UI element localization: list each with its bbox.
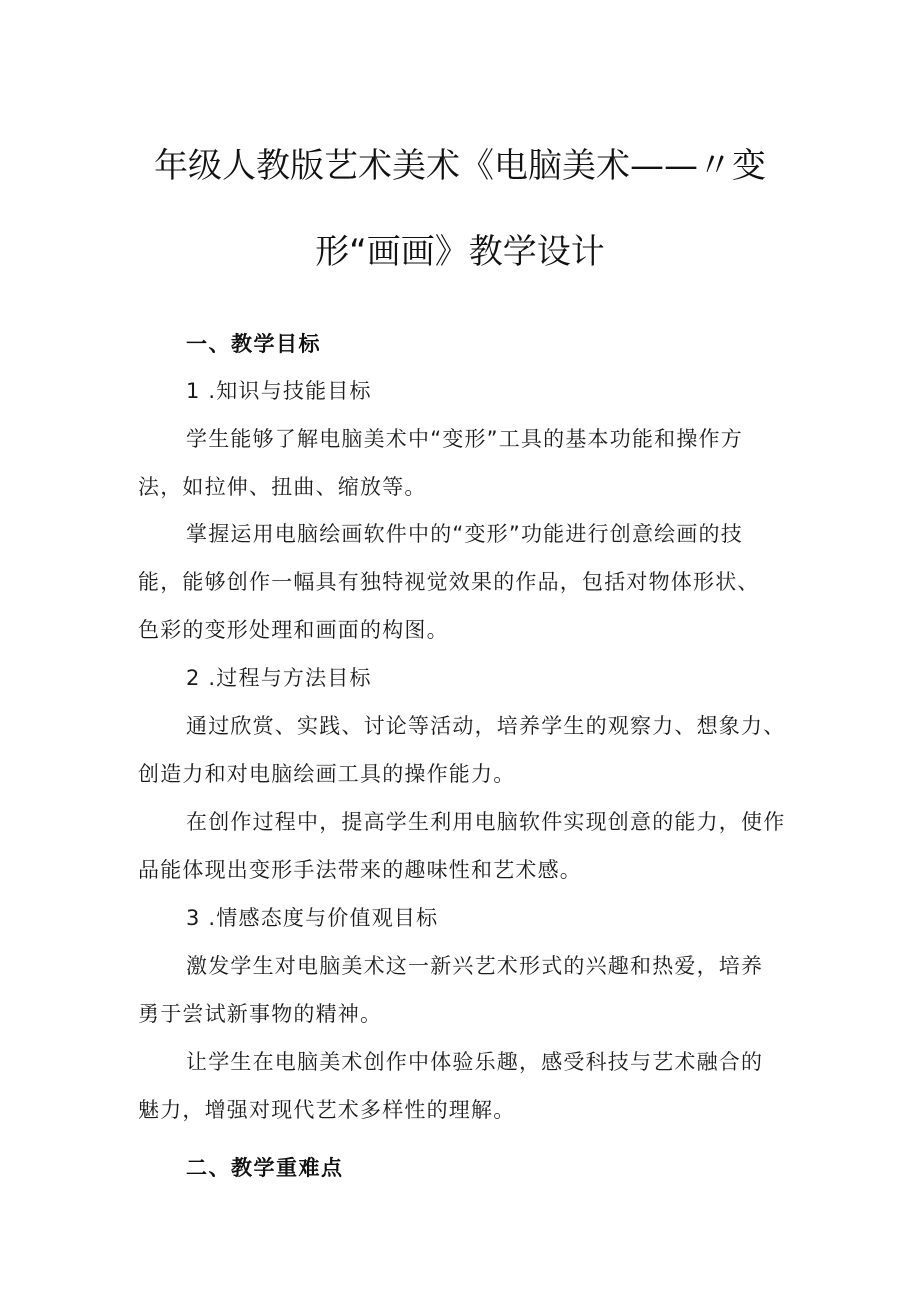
paragraph-line: 品能体现出变形手法带来的趣味性和艺术感。 xyxy=(138,858,582,882)
paragraph-line: 在创作过程中，提高学生利用电脑软件实现创意的能力，使作 xyxy=(186,810,786,834)
paragraph-line: 能，能够创作一幅具有独特视觉效果的作品，包括对物体形状、 xyxy=(138,570,760,594)
subheading-knowledge-skills: 1 .知识与技能目标 xyxy=(186,379,372,403)
subheading-process-methods: 2 .过程与方法目标 xyxy=(186,666,372,690)
section-heading-key-points: 二、教学重难点 xyxy=(186,1156,344,1180)
paragraph-line: 勇于尝试新事物的精神。 xyxy=(138,1002,383,1026)
section-heading-teaching-goals: 一、教学目标 xyxy=(186,332,321,356)
paragraph-line: 魅力，增强对现代艺术多样性的理解。 xyxy=(138,1098,516,1122)
document-title-line-1: 年级人教版艺术美术《电脑美术——〃变 xyxy=(154,146,766,186)
paragraph-line: 激发学生对电脑美术这一新兴艺术形式的兴趣和热爱，培养 xyxy=(186,954,764,978)
paragraph-line: 色彩的变形处理和画面的构图。 xyxy=(138,618,449,642)
paragraph-line: 学生能够了解电脑美术中“变形”工具的基本功能和操作方 xyxy=(186,427,743,451)
subheading-emotion-values: 3 .情感态度与价值观目标 xyxy=(186,906,439,930)
paragraph-line: 法，如拉伸、扭曲、缩放等。 xyxy=(138,475,427,499)
document-title-line-2: 形“画画》教学设计 xyxy=(315,232,605,272)
paragraph-line: 让学生在电脑美术创作中体验乐趣，感受科技与艺术融合的 xyxy=(186,1050,764,1074)
paragraph-line: 通过欣赏、实践、讨论等活动，培养学生的观察力、想象力、 xyxy=(186,714,786,738)
paragraph-line: 掌握运用电脑绘画软件中的“变形”功能进行创意绘画的技 xyxy=(186,522,743,546)
paragraph-line: 创造力和对电脑绘画工具的操作能力。 xyxy=(138,762,516,786)
